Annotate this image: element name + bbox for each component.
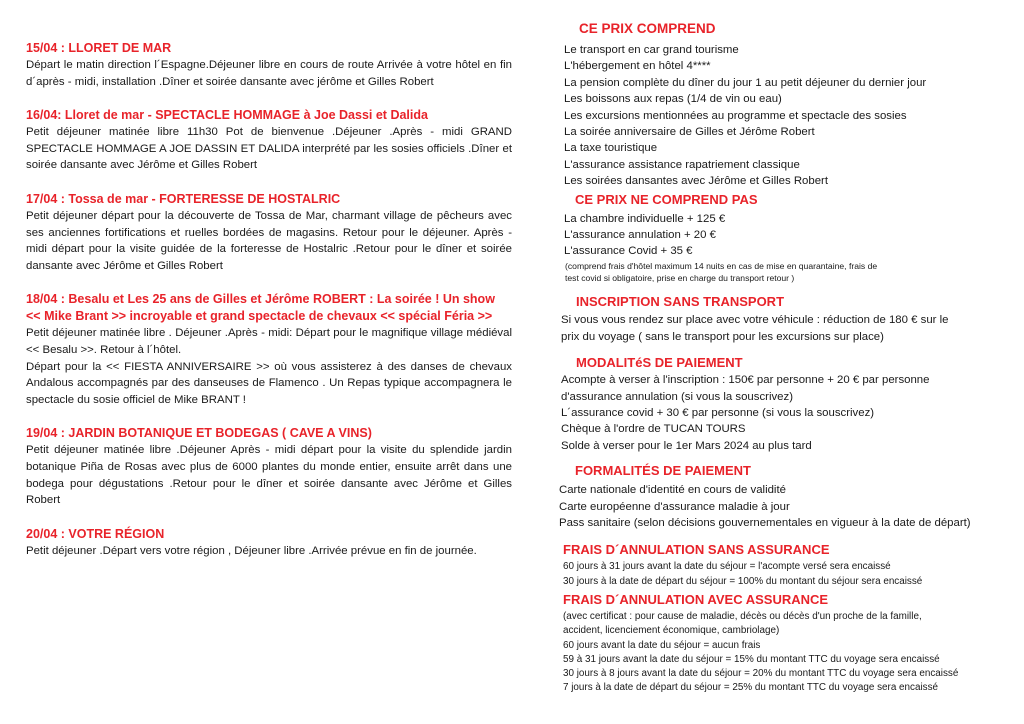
day-description: Petit déjeuner matinée libre .Déjeuner Après - midi départ pour la visite du splendide jardin botanique Piña de Rosas avec plus de 6000 plantes du monde entier, ensuite arrêt dans une bodega pour dégustations .Retour pour le dîner et soirée dansante avec Jérôme et Gilles Robert <box>26 444 512 507</box>
list-item: Pass sanitaire (selon décisions gouvernementales en vigueur à la date de départ) <box>559 516 971 529</box>
day-block <box>26 425 512 508</box>
day-block <box>26 40 512 90</box>
frais-sans-list <box>558 560 1020 589</box>
list-item: prix du voyage ( sans le transport pour les excursions sur place) <box>561 330 884 343</box>
list-item: 30 jours à 8 jours avant la date du séjour = 20% du montant TTC du voyage sera encaissé <box>563 668 959 680</box>
list-item: La soirée anniversaire de Gilles et Jérôme Robert <box>564 126 815 139</box>
list-item: 7 jours à la date de départ du séjour = 25% du montant TTC du voyage sera encaissé <box>563 682 939 694</box>
list-item: La pension complète du dîner du jour 1 au petit déjeuner du dernier jour <box>564 76 927 89</box>
covid-note: test covid si obligatoire, prise en charge du transport retour ) <box>565 273 795 284</box>
program-column <box>26 40 512 576</box>
formalites-list <box>558 482 1020 531</box>
day-title: 17/04 : Tossa de mar - FORTERESSE DE HOSTALRIC <box>26 191 341 206</box>
inscription-list <box>558 312 1020 345</box>
comprend-list <box>558 42 1020 190</box>
covid-note: (comprend frais d'hôtel maximum 14 nuits en cas de mise en quarantaine, frais de <box>565 260 878 271</box>
day-block <box>26 291 512 408</box>
list-item: L'assurance Covid + 35 € <box>564 245 693 258</box>
section-title-comprend: CE PRIX COMPREND <box>579 21 716 36</box>
day-title: 16/04: Lloret de mar - SPECTACLE HOMMAGE à Joe Dassi et Dalida <box>26 108 428 123</box>
list-item: 60 jours à 31 jours avant la date du séjour = l'acompte versé sera encaissé <box>563 561 891 573</box>
day-description: Petit déjeuner .Départ vers votre région , Déjeuner libre .Arrivée prévue en fin de journée. <box>26 544 477 557</box>
list-item: Le transport en car grand tourisme <box>564 44 739 56</box>
section-title-frais-avec: FRAIS D´ANNULATION AVEC ASSURANCE <box>563 591 829 607</box>
list-item: Solde à verser pour le 1er Mars 2024 au plus tard <box>561 439 812 452</box>
list-item: Carte nationale d'identité en cours de validité <box>559 484 786 497</box>
day-block <box>26 526 512 560</box>
list-item: L'hébergement en hôtel 4**** <box>564 60 711 73</box>
list-item: L'assurance annulation + 20 € <box>564 229 716 242</box>
day-title: 20/04 : VOTRE RÉGION <box>26 526 165 541</box>
list-item: (avec certificat : pour cause de maladie, décès ou décès d'un proche de la famille, <box>563 610 922 622</box>
day-description: Départ le matin direction l´Espagne.Déjeuner libre en cours de route Arrivée à votre hôtel en fin d´après - midi, installation .Dîner et soirée dansante avec jérôme et Gilles Robert <box>26 59 512 88</box>
list-item: L´assurance covid + 30 € par personne (si vous la souscrivez) <box>561 406 875 419</box>
section-title-inscription: INSCRIPTION SANS TRANSPORT <box>576 294 785 310</box>
day-block <box>26 191 512 274</box>
section-title-frais-sans: FRAIS D´ANNULATION SANS ASSURANCE <box>563 542 830 558</box>
day-block <box>26 107 512 174</box>
day-title: 15/04 : LLORET DE MAR <box>26 41 172 55</box>
day-title: 19/04 : JARDIN BOTANIQUE ET BODEGAS ( CAVE A VINS) <box>26 426 372 441</box>
list-item: 30 jours à la date de départ du séjour = 100% du montant du séjour sera encaissé <box>563 575 923 587</box>
section-title-modalites: MODALITéS DE PAIEMENT <box>576 355 743 371</box>
list-item: Carte européenne d'assurance maladie à jour <box>559 500 790 513</box>
list-item: La chambre individuelle + 125 € <box>564 212 726 225</box>
conditions-column <box>558 20 1020 696</box>
list-item: L'assurance assistance rapatriement classique <box>564 158 800 171</box>
modalites-list <box>558 372 1020 454</box>
day-description: Petit déjeuner matinée libre 11h30 Pot de bienvenue .Déjeuner .Après - midi GRAND SPECTACLE HOMMAGE A JOE DASSIN ET DALIDA interprété par les sosies officiels .Dîner et soirée dansante avec Jérôme et Gilles Robert <box>26 126 512 172</box>
list-item: Si vous vous rendez sur place avec votre véhicule : réduction de 180 € sur le <box>561 314 949 327</box>
list-item: Les boissons aux repas (1/4 de vin ou eau) <box>564 93 782 106</box>
day-title: 18/04 : Besalu et Les 25 ans de Gilles et Jérôme ROBERT : La soirée ! Un show << Mike Brant >> incroyable et grand spectacle de chevaux << spécial Féria >> <box>26 292 495 324</box>
list-item: 59 à 31 jours avant la date du séjour = 15% du montant TTC du voyage sera encaissé <box>563 653 940 665</box>
list-item: Les soirées dansantes avec Jérôme et Gilles Robert <box>564 175 829 188</box>
day-description: Petit déjeuner départ pour la découverte de Tossa de Mar, charmant village de pêcheurs avec ses anciennes fortifications et ruelles bordées de magasins. Retour pour le déjeuner. Après - midi départ pour la visite guidée de la forteresse de Hostalric .Retour pour le dîner et soirée dansante avec Jérôme et Gilles Robert <box>26 209 512 272</box>
section-title-formalites: FORMALITÉS DE PAIEMENT <box>575 463 751 479</box>
list-item: La taxe touristique <box>564 142 658 155</box>
list-item: 60 jours avant la date du séjour = aucun frais <box>563 639 761 651</box>
list-item: Chèque à l'ordre de TUCAN TOURS <box>561 423 746 436</box>
day-description: Départ pour la << FIESTA ANNIVERSAIRE >> où vous assisterez à des danses de chevaux Andalous accompagnés par des danseuses de Flamenco . Un Repas typique accompagnera le spectacle du sosie officiel de Mike BRANT ! <box>26 360 512 406</box>
frais-avec-list <box>558 610 1020 696</box>
section-title-ne-comprend-pas: CE PRIX NE COMPREND PAS <box>575 191 758 207</box>
list-item: accident, licenciement économique, cambriolage) <box>563 625 780 637</box>
ne-comprend-pas-list <box>558 211 1020 285</box>
list-item: Les excursions mentionnées au programme et spectacle des sosies <box>564 109 907 122</box>
day-description: Petit déjeuner matinée libre . Déjeuner .Après - midi: Départ pour le magnifique village médiéval << Besalu >>. Retour à l´hôtel. <box>26 327 512 356</box>
list-item: Acompte à verser à l'inscription : 150€ par personne + 20 € par personne <box>561 374 930 387</box>
list-item: d'assurance annulation (si vous la souscrivez) <box>561 390 794 403</box>
